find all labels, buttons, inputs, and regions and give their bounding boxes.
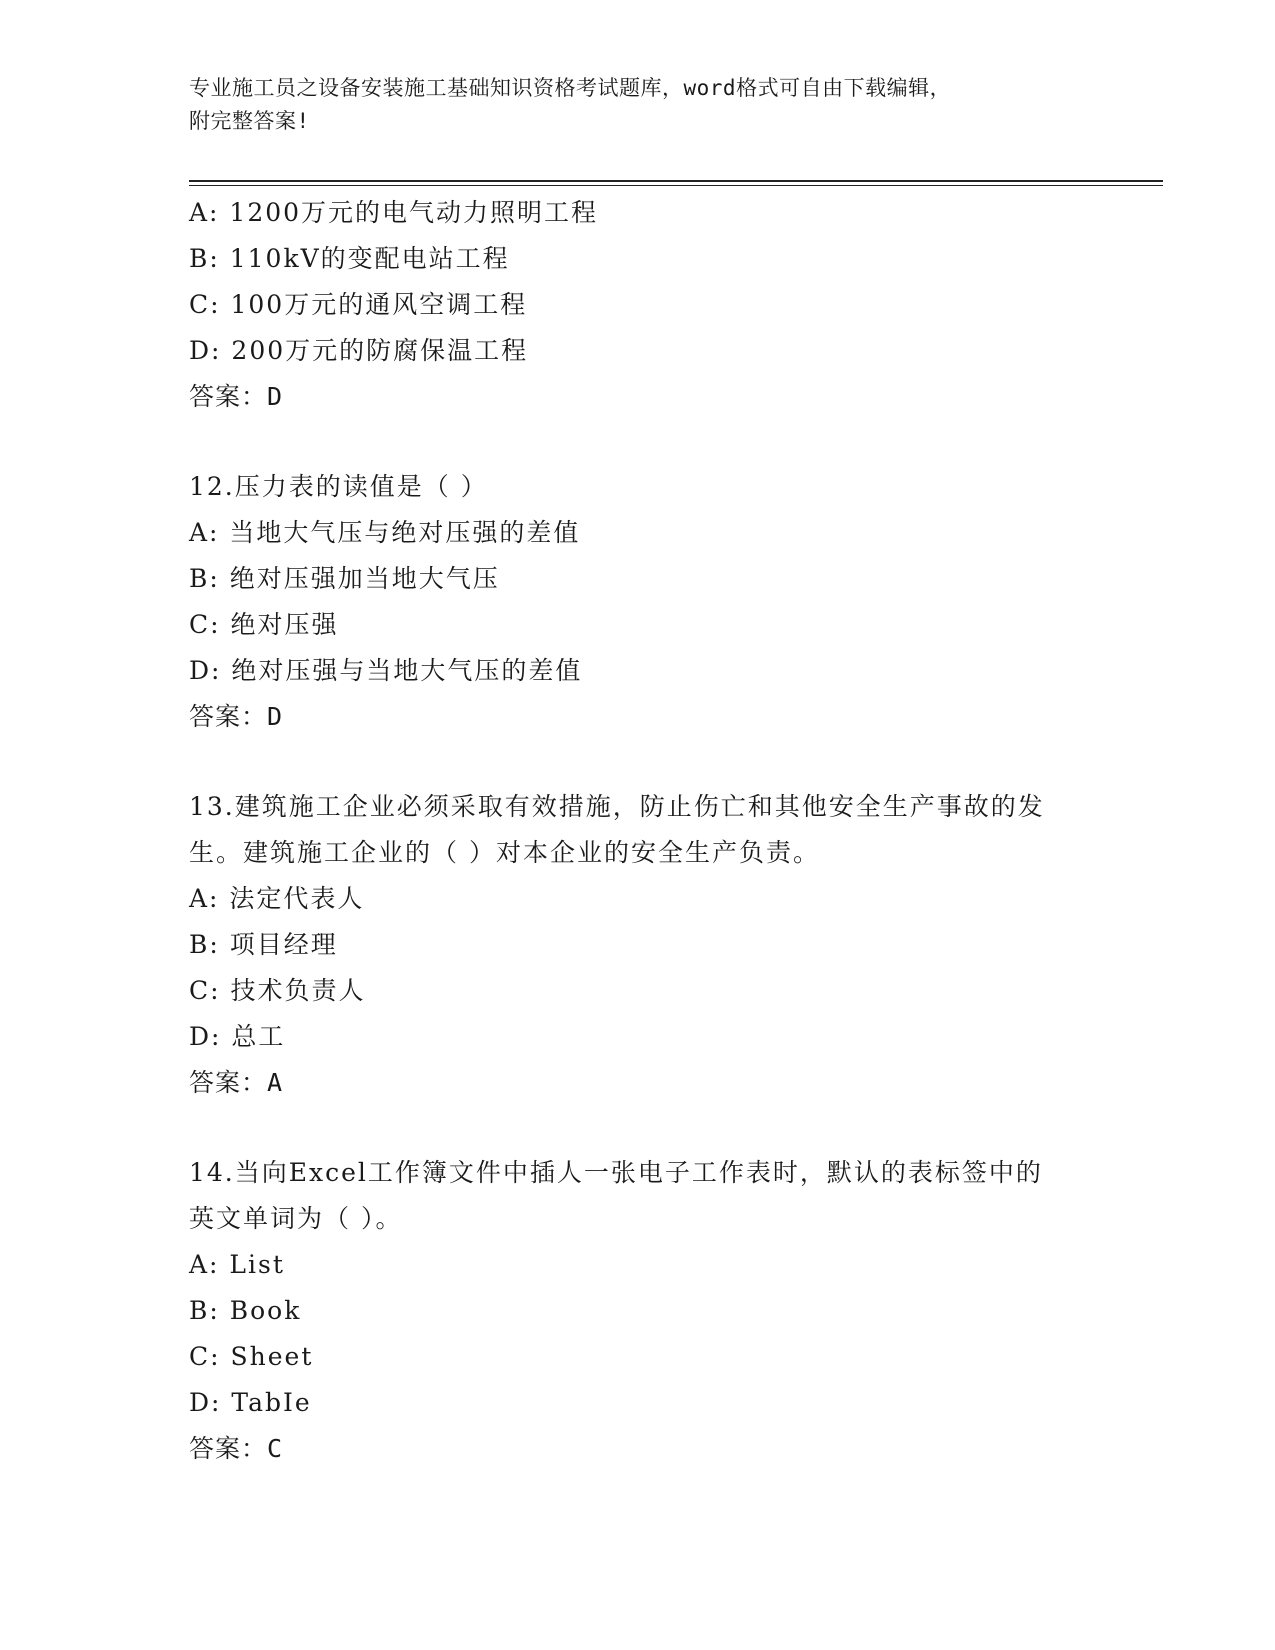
option-d: D: 绝对压强与当地大气压的差值 [189, 656, 583, 685]
answer-line: 答案：D [189, 382, 284, 411]
spacer [189, 420, 1089, 464]
option-c: C: 100万元的通风空调工程 [189, 290, 528, 319]
option-b: B: 绝对压强加当地大气压 [189, 564, 500, 593]
option-d: D: 200万元的防腐保温工程 [189, 336, 529, 365]
option-c: C: 技术负责人 [189, 976, 366, 1005]
header-line-2: 附完整答案! [189, 109, 310, 133]
question-11 [189, 190, 1089, 420]
answer-line: 答案：D [189, 702, 284, 731]
option-b: B: 110kV的变配电站工程 [189, 244, 510, 273]
option-c: C: 绝对压强 [189, 610, 339, 639]
question-13 [189, 784, 1089, 1106]
header-line-1: 专业施工员之设备安装施工基础知识资格考试题库，word格式可自由下载编辑， [189, 76, 952, 100]
question-14 [189, 1150, 1089, 1472]
option-d: D: 总工 [189, 1022, 286, 1051]
question-stem: 12.压力表的读值是（ ） [189, 472, 488, 501]
option-b: B: 项目经理 [189, 930, 338, 959]
option-a: A: List [189, 1250, 285, 1279]
header-divider-thick [189, 180, 1163, 182]
answer-line: 答案：C [189, 1434, 284, 1463]
question-list [189, 190, 1089, 1472]
option-a: A: 当地大气压与绝对压强的差值 [189, 518, 581, 547]
option-b: B: Book [189, 1296, 302, 1325]
option-a: A: 法定代表人 [189, 884, 365, 913]
question-stem: 13.建筑施工企业必须采取有效措施，防止伤亡和其他安全生产事故的发生。建筑施工企业的（ ）对本企业的安全生产负责。 [189, 792, 1045, 867]
spacer [189, 1106, 1089, 1150]
option-a: A: 1200万元的电气动力照明工程 [189, 198, 599, 227]
answer-line: 答案：A [189, 1068, 284, 1097]
header-divider-thin [189, 185, 1163, 186]
spacer [189, 740, 1089, 784]
option-d: D: TabIe [189, 1388, 312, 1417]
document-header [189, 72, 1079, 138]
question-stem: 14.当向Excel工作簿文件中插人一张电子工作表时，默认的表标签中的英文单词为（ ）。 [189, 1158, 1043, 1233]
question-12 [189, 464, 1089, 740]
option-c: C: Sheet [189, 1342, 314, 1371]
